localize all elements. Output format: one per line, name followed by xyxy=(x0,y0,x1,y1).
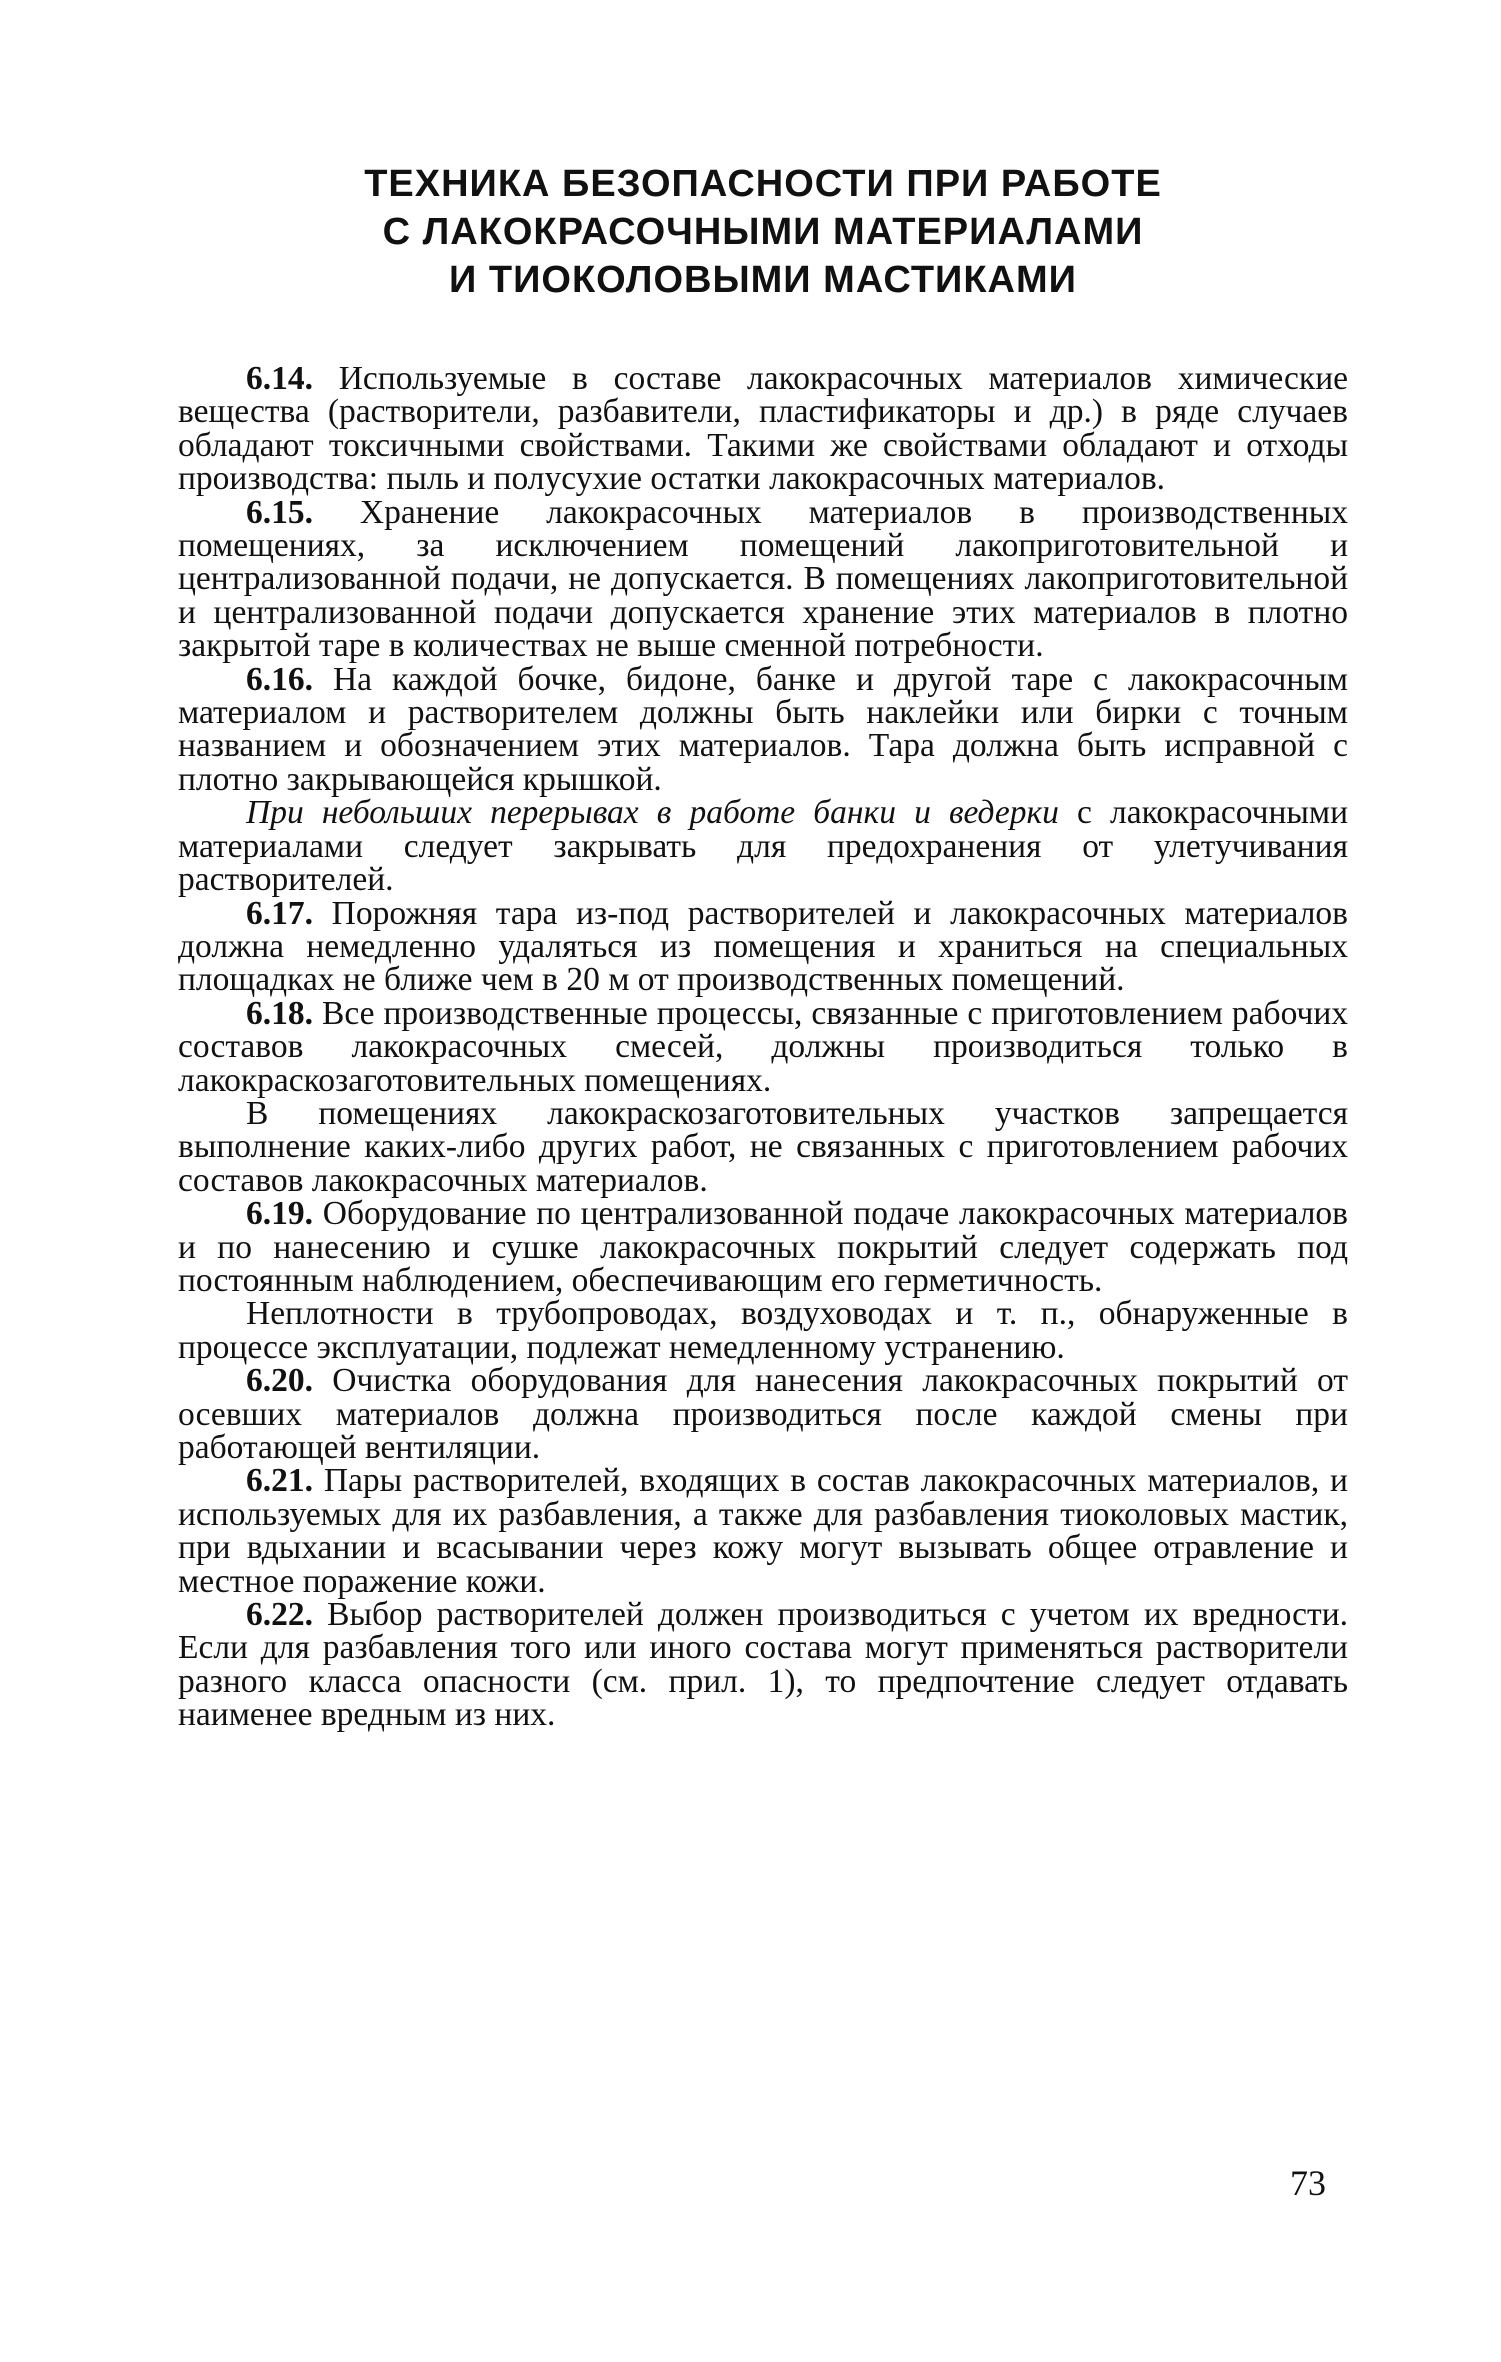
paragraph-6-14 xyxy=(178,362,1348,496)
paragraph-6-22 xyxy=(178,1598,1348,1732)
paragraph-6-19 xyxy=(178,1197,1348,1297)
clause-number: 6.17. xyxy=(246,894,313,932)
paragraph-6-20 xyxy=(178,1364,1348,1464)
paragraph-text: Неплотности в трубопроводах, воздуховодах и т. п., обнаруженные в процессе эксплуатации, подлежат немедленному устранению. xyxy=(178,1295,1348,1366)
paragraph-6-17 xyxy=(178,894,1348,999)
paragraph-text: Очистка оборудования для нанесения лакокрасочных покрытий от осевших материалов должна производиться после каждой смены при работающей вентиляции. xyxy=(178,1362,1348,1466)
clause-number: 6.15. xyxy=(246,493,313,531)
clause-number: 6.16. xyxy=(246,660,313,698)
paragraph-text: Все производственные процессы, связанные с приготовлением рабочих составов лакокрасочных смесей, должны производиться только в лакокраскозаготовительных помещениях. xyxy=(178,994,1348,1099)
italic-text: При небольших перерывах в работе банки и ведерки xyxy=(246,794,1059,832)
paragraph-6-19-continued xyxy=(178,1297,1348,1364)
clause-number: 6.19. xyxy=(246,1195,313,1233)
paragraph-6-16 xyxy=(178,660,1348,798)
heading-line-3: И ТИОКОЛОВЫМИ МАСТИКАМИ xyxy=(449,259,1077,301)
body-text xyxy=(178,362,1348,1732)
paragraph-text: Выбор растворителей должен производиться с учетом их вредности. Если для разбавления того или иного состава могут применяться растворители разного класса опасности (см. прил. 1), то предпочтение следует отдавать наименее вредным из них. xyxy=(178,1596,1348,1734)
paragraph-text: с лакокрасочными материалами следует закрывать для предохранения от улетучивания растворителей. xyxy=(178,794,1349,899)
page-content xyxy=(178,160,1348,1732)
section-heading xyxy=(178,160,1348,304)
clause-number: 6.21. xyxy=(246,1462,313,1500)
paragraph-6-16-continued xyxy=(178,794,1349,899)
paragraph-text: Хранение лакокрасочных материалов в производственных помещениях, за исключением помещений лакоприготовительной и централизованной подачи, не допускается. В помещениях лакоприготовительной и централизованной подачи допускается хранение этих материалов в плотно закрытой таре в количествах не выше сменной потребности. xyxy=(178,493,1348,665)
clause-number: 6.18. xyxy=(246,994,313,1032)
clause-number: 6.22. xyxy=(246,1596,313,1634)
paragraph-6-15 xyxy=(178,493,1348,665)
page-number: 73 xyxy=(1290,2163,1326,2203)
paragraph-text: Используемые в составе лакокрасочных материалов химические вещества (растворители, разбавители, пластификаторы и др.) в ряде случаев обладают токсичными свойствами. Такими же свойствами обладают и отходы производства: пыль и полусухие остатки лакокрасочных материалов. xyxy=(178,360,1348,498)
paragraph-6-18 xyxy=(178,994,1348,1099)
paragraph-6-21 xyxy=(178,1464,1348,1598)
paragraph-text: Оборудование по централизованной подаче лакокрасочных материалов и по нанесению и сушке лакокрасочных покрытий следует содержать под постоянным наблюдением, обеспечивающим его герметичность. xyxy=(178,1195,1348,1299)
heading-line-2: С ЛАКОКРАСОЧНЫМИ МАТЕРИАЛАМИ xyxy=(382,211,1144,253)
paragraph-text: Порожняя тара из-под растворителей и лакокрасочных материалов должна немедленно удаляться из помещения и храниться на специальных площадках не ближе чем в 20 м от производственных помещений. xyxy=(178,894,1348,999)
clause-number: 6.14. xyxy=(246,360,313,397)
clause-number: 6.20. xyxy=(246,1362,313,1400)
paragraph-text: Пары растворителей, входящих в состав лакокрасочных материалов, и используемых для их разбавления, а также для разбавления тиоколовых мастик, при вдыхании и всасывании через кожу могут вызывать общее отравление и местное поражение кожи. xyxy=(178,1462,1348,1600)
paragraph-text: В помещениях лакокраскозаготовительных участков запрещается выполнение каких-либо других работ, не связанных с приготовлением рабочих составов лакокрасочных материалов. xyxy=(178,1094,1348,1199)
heading-line-1: ТЕХНИКА БЕЗОПАСНОСТИ ПРИ РАБОТЕ xyxy=(364,163,1162,205)
paragraph-text: На каждой бочке, бидоне, банке и другой таре с лакокрасочным материалом и растворителем должны быть наклейки или бирки с точным названием и обозначением этих материалов. Тара должна быть исправной с плотно закрывающейся крышкой. xyxy=(178,660,1348,798)
paragraph-6-18-continued xyxy=(178,1094,1348,1199)
